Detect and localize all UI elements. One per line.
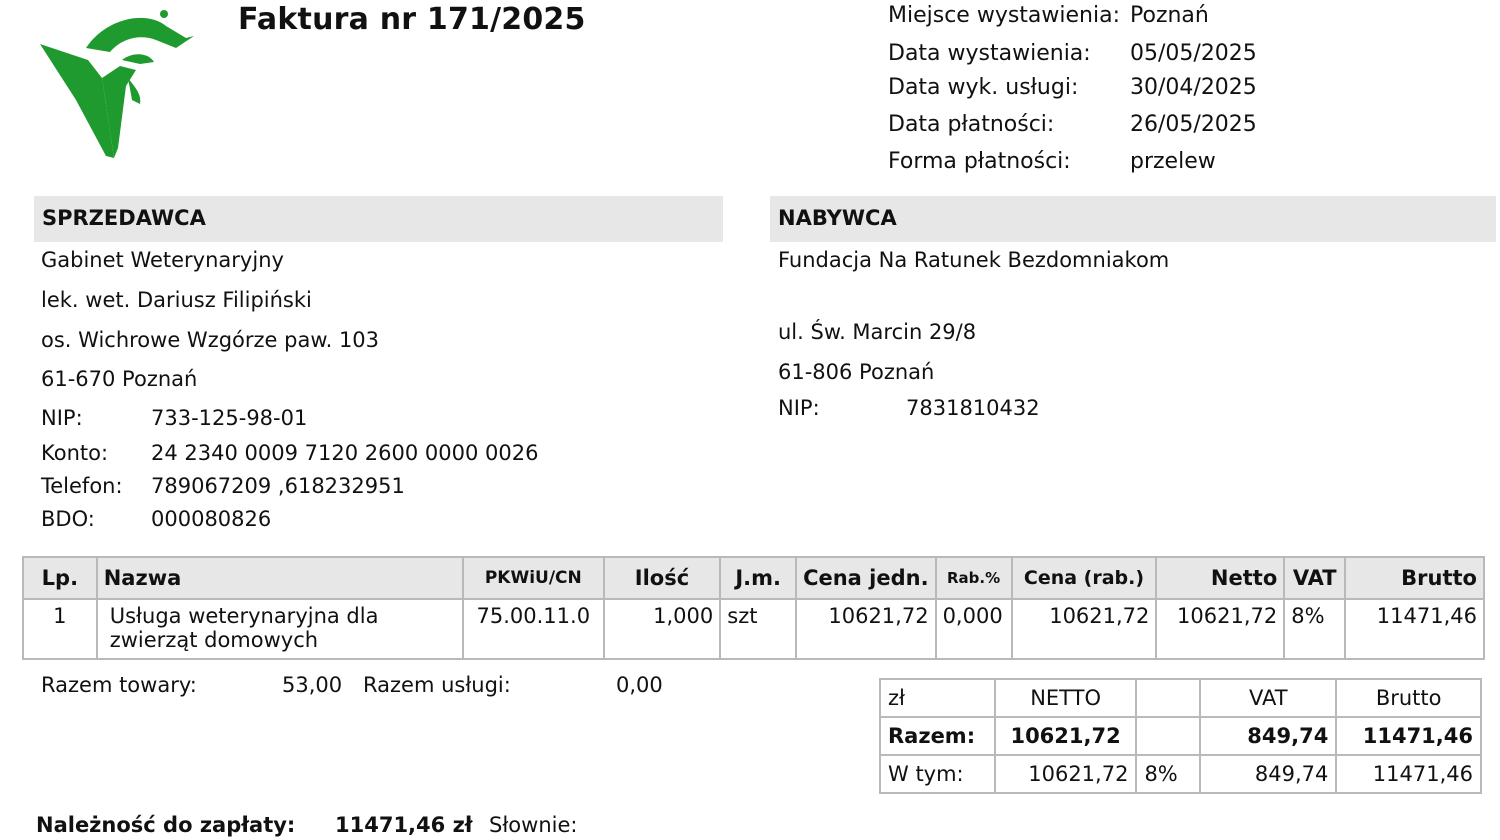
meta-value: 26/05/2025 — [1130, 112, 1257, 137]
cell-cena-rab: 10621,72 — [1012, 599, 1157, 659]
buyer-heading: NABYWCA — [770, 196, 1496, 242]
cell-vat: 8% — [1284, 599, 1345, 659]
summary-breakdown-rate: 8% — [1136, 755, 1200, 793]
summary-header-row — [880, 679, 1481, 717]
buyer-city: 61-806 Poznań — [778, 360, 935, 384]
summary-breakdown-label: W tym: — [880, 755, 995, 793]
cell-lp: 1 — [23, 599, 97, 659]
buyer-street: ul. Św. Marcin 29/8 — [778, 320, 977, 344]
company-logo — [36, 8, 201, 163]
seller-nip-label: NIP: — [41, 406, 83, 430]
col-header-cena-jedn: Cena jedn. — [796, 557, 936, 599]
summary-breakdown-vat: 849,74 — [1200, 755, 1336, 793]
cell-nazwa-line: zwierząt domowych — [109, 628, 319, 652]
seller-bdo-label: BDO: — [41, 507, 95, 531]
vat-summary-table — [879, 678, 1482, 794]
seller-konto: 24 2340 0009 7120 2600 0000 0026 — [151, 441, 539, 465]
col-header-jm: J.m. — [720, 557, 796, 599]
meta-label: Data wyk. usługi: — [888, 75, 1079, 100]
cell-nazwa — [97, 599, 463, 659]
total-goods-label: Razem towary: — [41, 673, 197, 697]
seller-heading: SPRZEDAWCA — [34, 196, 723, 242]
col-header-brutto: Brutto — [1345, 557, 1484, 599]
amount-due-label: Należność do zapłaty: — [36, 813, 296, 837]
seller-bdo: 000080826 — [151, 507, 272, 531]
seller-street: os. Wichrowe Wzgórze paw. 103 — [41, 328, 380, 352]
col-header-lp: Lp. — [23, 557, 97, 599]
summary-header-rate — [1136, 679, 1200, 717]
summary-header-netto: NETTO — [995, 679, 1137, 717]
meta-label: Data płatności: — [888, 112, 1055, 137]
cell-nazwa-line: Usługa weterynaryjna dla — [109, 604, 379, 628]
table-row — [23, 599, 1484, 659]
col-header-netto: Netto — [1156, 557, 1284, 599]
summary-header-brutto: Brutto — [1336, 679, 1481, 717]
col-header-pkwiu: PKWiU/CN — [463, 557, 604, 599]
cell-brutto: 11471,46 — [1345, 599, 1484, 659]
seller-city: 61-670 Poznań — [41, 367, 198, 391]
cell-rabat: 0,000 — [936, 599, 1012, 659]
meta-label: Miejsce wystawienia: — [888, 3, 1120, 28]
seller-konto-label: Konto: — [41, 441, 109, 465]
summary-breakdown-brutto: 11471,46 — [1336, 755, 1481, 793]
items-header-row — [23, 557, 1484, 599]
amount-in-words-label: Słownie: — [489, 813, 578, 837]
summary-total-rate — [1136, 717, 1200, 755]
cell-ilosc: 1,000 — [604, 599, 721, 659]
meta-value: przelew — [1130, 149, 1216, 174]
total-services-label: Razem usługi: — [363, 673, 511, 697]
seller-telefon: 789067209 ,618232951 — [151, 474, 405, 498]
summary-header-vat: VAT — [1200, 679, 1336, 717]
meta-value: 05/05/2025 — [1130, 41, 1257, 66]
meta-label: Forma płatności: — [888, 149, 1071, 174]
summary-breakdown-row — [880, 755, 1481, 793]
invoice-title: Faktura nr 171/2025 — [238, 2, 586, 37]
col-header-rabat: Rab.% — [936, 557, 1012, 599]
summary-breakdown-netto: 10621,72 — [995, 755, 1137, 793]
seller-nip: 733-125-98-01 — [151, 406, 308, 430]
seller-person: lek. wet. Dariusz Filipiński — [41, 288, 312, 312]
amount-due-value: 11471,46 zł — [335, 813, 473, 837]
col-header-cena-rab: Cena (rab.) — [1012, 557, 1157, 599]
items-table — [22, 556, 1485, 660]
col-header-nazwa: Nazwa — [97, 557, 463, 599]
col-header-ilosc: Ilość — [604, 557, 721, 599]
buyer-name: Fundacja Na Ratunek Bezdomniakom — [778, 248, 1170, 272]
cell-cena-jedn: 10621,72 — [796, 599, 936, 659]
meta-value: Poznań — [1130, 3, 1209, 28]
cell-netto: 10621,72 — [1156, 599, 1284, 659]
total-services-value: 0,00 — [616, 673, 663, 697]
col-header-vat: VAT — [1284, 557, 1345, 599]
seller-telefon-label: Telefon: — [41, 474, 123, 498]
summary-total-row — [880, 717, 1481, 755]
summary-total-vat: 849,74 — [1200, 717, 1336, 755]
seller-name: Gabinet Weterynaryjny — [41, 248, 284, 272]
buyer-nip: 7831810432 — [906, 396, 1040, 420]
summary-total-brutto: 11471,46 — [1336, 717, 1481, 755]
summary-currency: zł — [880, 679, 995, 717]
summary-total-netto: 10621,72 — [995, 717, 1137, 755]
summary-total-label: Razem: — [880, 717, 995, 755]
buyer-nip-label: NIP: — [778, 396, 820, 420]
cell-pkwiu: 75.00.11.0 — [463, 599, 604, 659]
meta-value: 30/04/2025 — [1130, 75, 1257, 100]
cell-jm: szt — [720, 599, 796, 659]
meta-label: Data wystawienia: — [888, 41, 1091, 66]
total-goods-value: 53,00 — [282, 673, 343, 697]
